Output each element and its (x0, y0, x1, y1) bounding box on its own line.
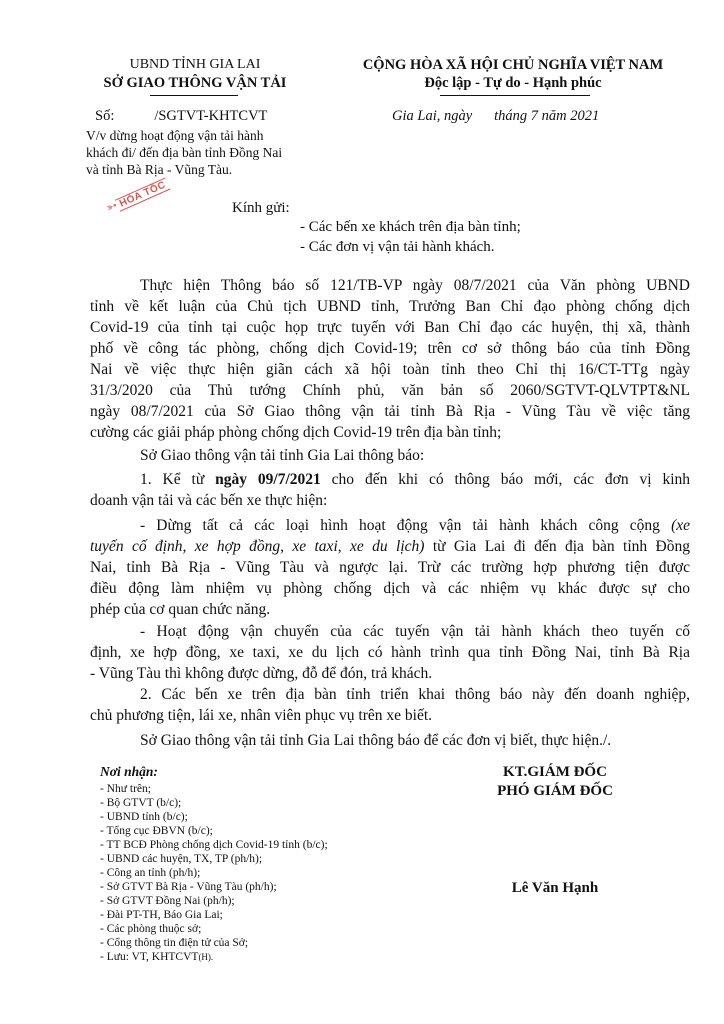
signature-title: KT.GIÁM ĐỐC (503, 764, 607, 780)
subject-line: V/v dừng hoạt động vận tải hành (86, 128, 264, 143)
text-line: chủ phương tiện, lái xe, nhân viên phục vụ trên xe biết. (90, 707, 433, 724)
document-number (95, 108, 267, 125)
text-line: 1. Kể từ ngày 09/7/2021 cho đến khi có thông báo mới, các đơn vị kinh (140, 471, 690, 488)
national-motto (338, 56, 688, 92)
signer-name: Lê Văn Hạnh (511, 880, 599, 896)
subject-line: và tỉnh Bà Rịa - Vũng Tàu. (86, 162, 233, 177)
addressee-item: - Các đơn vị vận tải hành khách. (300, 239, 495, 255)
text-line: doanh vận tải và các bến xe thực hiện: (90, 492, 328, 509)
recipient-item: - TT BCĐ Phòng chống dịch Covid-19 tỉnh (b/c); (100, 839, 328, 851)
text-line: tỉnh về kết luận của Chủ tịch UBND tỉnh, Trưởng Ban Chỉ đạo phòng chống dịch (90, 298, 690, 315)
urgent-stamp (105, 174, 171, 217)
text-line: - Vũng Tàu thì không được dừng, đỗ để đón, trả khách. (90, 665, 433, 682)
recipient-item: - Lưu: VT, KHTCVT(H). (100, 951, 214, 963)
recipient-item: - Đài PT-TH, Báo Gia Lai; (100, 909, 223, 921)
date-place: Gia Lai, ngày (392, 108, 473, 124)
effective-date: ngày 09/7/2021 (215, 471, 321, 488)
paragraph-transit (90, 621, 690, 684)
recipient-item: - Sở GTVT Bà Rịa - Vũng Tàu (ph/h); (100, 881, 277, 893)
text-line: ngày 08/7/2021 của Sở Giao thông vận tải tỉnh Bà Rịa - Vũng Tàu về việc tăng (90, 403, 690, 420)
text-line: phép của cơ quan chức năng. (90, 601, 271, 618)
text-line: 2. Các bến xe trên địa bàn tỉnh triển khai thông báo này đến doanh nghiệp, (140, 686, 690, 703)
paragraph-item-2 (90, 684, 690, 726)
text-line: - Dừng tất cả các loại hình hoạt động vận tải hành khách công cộng (xe (140, 517, 690, 534)
recipient-item: - Cổng thông tin điện tử của Sở; (100, 937, 249, 949)
org-name: SỞ GIAO THÔNG VẬN TẢI (103, 75, 287, 91)
recipient-item: - Công an tỉnh (ph/h); (100, 867, 201, 879)
signature-position: PHÓ GIÁM ĐỐC (497, 783, 613, 799)
text-line: cường các giải pháp phòng chống dịch Covid-19 trên địa bàn tỉnh; (90, 424, 502, 441)
text-line: 31/3/2020 của Thủ tướng Chính phủ, văn bản số 2060/SGTVT-QLVTPT&NL (90, 382, 690, 399)
arrow-icon: ➳ (103, 197, 120, 216)
recipient-item: - Tổng cục ĐBVN (b/c); (100, 825, 213, 837)
recipient-item: - Bộ GTVT (b/c); (100, 797, 182, 809)
issuing-organization (80, 56, 310, 92)
recipient-item: - Sở GTVT Đồng Nai (ph/h); (100, 895, 235, 907)
motto: Độc lập - Tự do - Hạnh phúc (424, 75, 602, 91)
nation-name: CỘNG HÒA XÃ HỘI CHỦ NGHĨA VIỆT NAM (362, 57, 664, 73)
text-line: tuyến cố định, xe hợp đồng, xe taxi, xe du lịch) từ Gia Lai đi đến địa bàn tỉnh Đồng (90, 538, 690, 555)
text-line: - Hoạt động vận chuyển của các tuyến vận tải hành khách theo tuyến cố (140, 623, 690, 640)
text-line: định, xe hợp đồng, xe taxi, xe du lịch có hành trình qua tỉnh Đồng Nai, tỉnh Bà Rịa (90, 644, 690, 661)
text-line: Nai, tỉnh Bà Rịa - Vũng Tàu và ngược lại. Trừ các trường hợp phương tiện được (90, 559, 690, 576)
motto-underline (440, 95, 590, 96)
number-value: /SGTVT-KHTCVT (154, 108, 268, 124)
document-date (392, 108, 599, 125)
org-parent-name: UBND TỈNH GIA LAI (129, 57, 261, 72)
paragraph-intro (90, 275, 690, 443)
subject-line: khách đi/ đến địa bàn tỉnh Đồng Nai (86, 145, 283, 160)
date-rest: tháng 7 năm 2021 (494, 108, 600, 124)
text-line: phố về công tác phòng, chống dịch Covid-19; trên cơ sở thông báo của tỉnh Đồng (90, 340, 690, 357)
org-underline (150, 95, 238, 96)
text-line: Nai về việc thực hiện giãn cách xã hội toàn tỉnh theo Chỉ thị 16/CT-TTg ngày (90, 361, 690, 378)
paragraph-announce: Sở Giao thông vận tải tỉnh Gia Lai thông báo: (140, 447, 425, 464)
number-label: Số: (95, 108, 115, 124)
paragraph-item-1 (90, 469, 690, 511)
subject (86, 127, 356, 178)
addressee-label: Kính gửi: (232, 200, 290, 216)
paragraph-suspend (90, 515, 690, 620)
recipients-label: Nơi nhận: (100, 764, 158, 779)
recipient-item: - Các phòng thuộc sở; (100, 923, 202, 935)
recipient-item: - Như trên; (100, 783, 151, 795)
text-line: Thực hiện Thông báo số 121/TB-VP ngày 08/7/2021 của Văn phòng UBND (140, 277, 690, 294)
text-line: Covid-19 của tỉnh tại cuộc họp trực tuyến với Ban Chỉ đạo các huyện, thị xã, thành (90, 319, 690, 336)
text-line: điều động làm nhiệm vụ phòng chống dịch và các nhiệm vụ khác được sự cho (90, 580, 690, 597)
recipient-item: - UBND tỉnh (b/c); (100, 811, 188, 823)
stamp-text: HỎA TỐC (115, 177, 171, 211)
paragraph-closing: Sở Giao thông vận tải tỉnh Gia Lai thông báo để các đơn vị biết, thực hiện./. (140, 732, 612, 749)
recipient-item: - UBND các huyện, TX, TP (ph/h); (100, 853, 263, 865)
addressee-item: - Các bến xe khách trên địa bàn tỉnh; (300, 219, 521, 235)
